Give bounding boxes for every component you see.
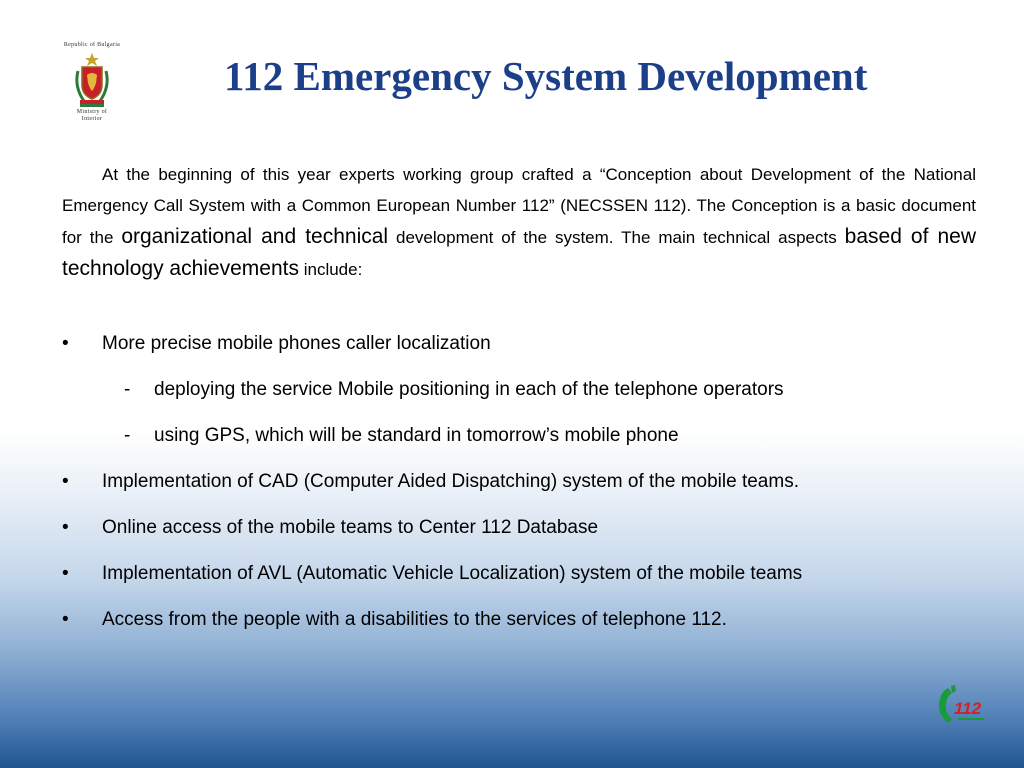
bullet-list — [62, 332, 992, 654]
logo-112-text: 112 — [954, 699, 982, 718]
bullet-mark: • — [62, 517, 69, 538]
dash-mark: - — [124, 379, 131, 400]
bullet-mark: • — [62, 333, 69, 354]
page-title: 112 Emergency System Development — [224, 53, 868, 99]
list-item-text: Implementation of CAD (Computer Aided Dispatching) system of the mobile teams. — [102, 471, 799, 492]
list-item-text: deploying the service Mobile positioning in each of the telephone operators — [154, 379, 784, 400]
phone-112-logo-icon — [934, 684, 990, 724]
list-item — [62, 424, 992, 448]
bullet-mark: • — [62, 609, 69, 630]
list-item-text: using GPS, which will be standard in tomorrow’s mobile phone — [154, 425, 679, 446]
crest-bottom-text: Ministry of Interior — [76, 109, 108, 122]
list-item — [62, 378, 992, 402]
bullet-mark: • — [62, 563, 69, 584]
intro-emphasis-technology: based of new technology achievements — [62, 225, 976, 280]
bullet-mark: • — [62, 471, 69, 492]
list-item — [62, 516, 992, 540]
intro-paragraph — [62, 159, 976, 285]
list-item — [62, 332, 992, 356]
intro-emphasis-organizational: organizational and technical — [121, 225, 389, 248]
ministry-crest — [56, 42, 128, 123]
list-item — [62, 562, 992, 586]
list-item-text: More precise mobile phones caller localization — [102, 333, 491, 354]
dash-mark: - — [124, 425, 131, 446]
intro-text-part3: include: — [298, 260, 363, 279]
list-item-text: Access from the people with a disabilities to the services of telephone 112. — [102, 609, 727, 630]
intro-text-part1: At the beginning of this year experts working group crafted a “Conception about Development of the National Emergency Call System with a Common European Number 112” (NECSSEN 112). The Conception is a basic document for the — [62, 165, 976, 247]
coat-of-arms-icon — [72, 51, 112, 109]
crest-top-text: Republic of Bulgaria — [63, 42, 121, 48]
intro-text-part2: development of the system. The main technical aspects — [388, 228, 845, 247]
list-item-text: Online access of the mobile teams to Center 112 Database — [102, 517, 599, 538]
list-item — [62, 470, 992, 494]
list-item-text: Implementation of AVL (Automatic Vehicle Localization) system of the mobile teams — [102, 563, 803, 584]
list-item — [62, 608, 992, 632]
